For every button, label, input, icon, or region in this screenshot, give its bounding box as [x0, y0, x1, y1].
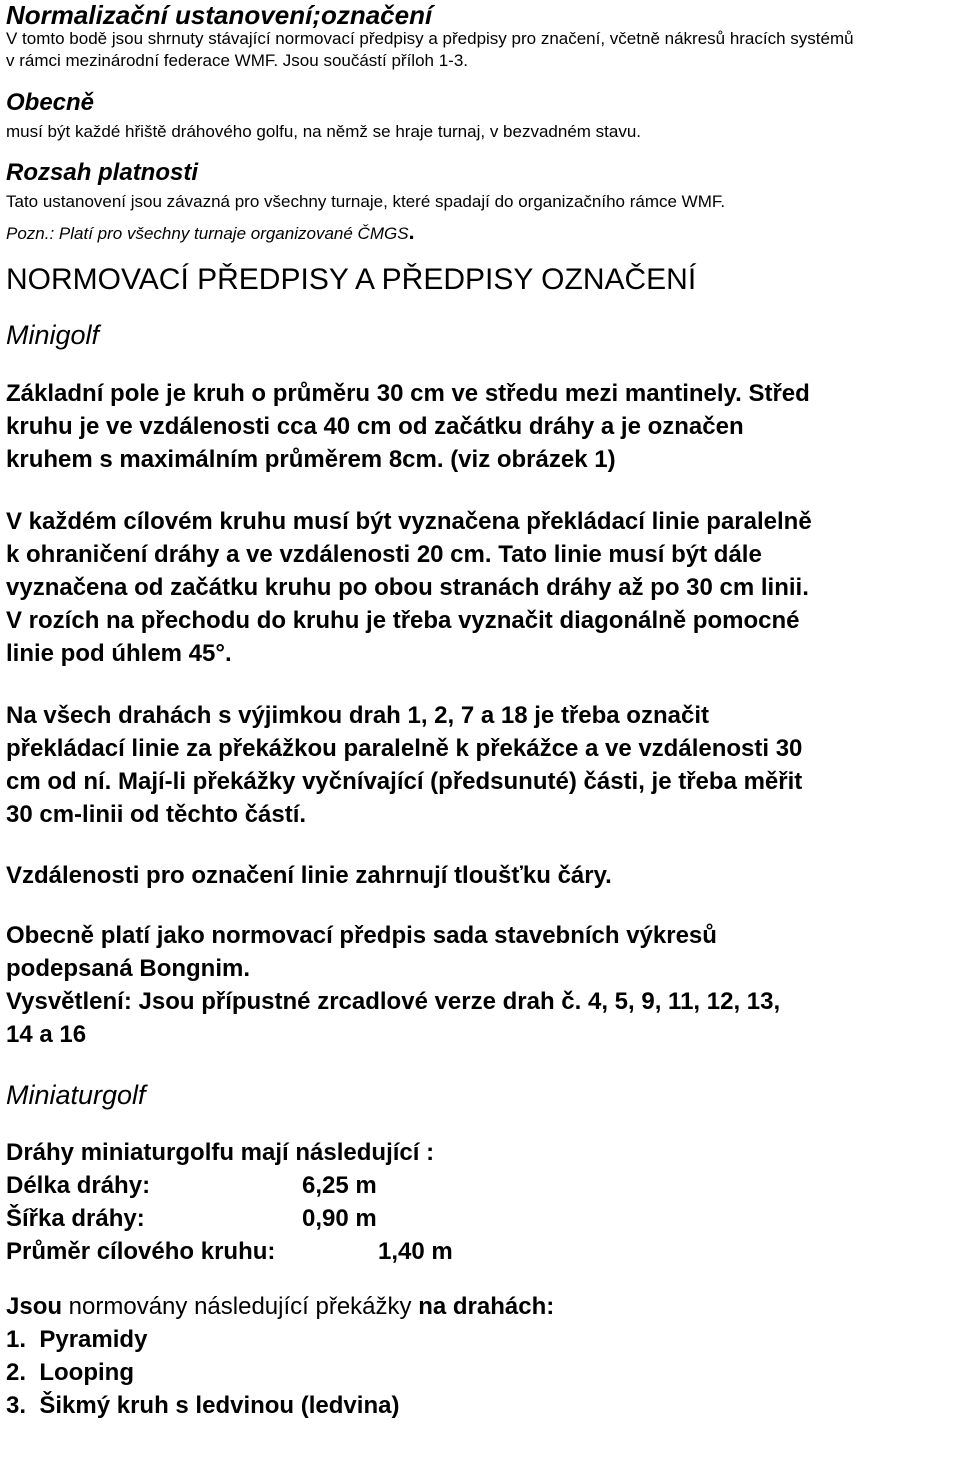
paragraph-line: k ohraničení dráhy a ve vzdálenosti 20 cm. Tato linie musí být dále: [6, 541, 762, 568]
spec-label: Délka dráhy:: [6, 1172, 151, 1199]
spec-value: 0,90 m: [302, 1205, 377, 1232]
spec-row-width: [6, 1202, 956, 1235]
paragraph-line: Na všech drahách s výjimkou drah 1, 2, 7 a 18 je třeba označit: [6, 702, 709, 729]
spec-row-diameter: [6, 1235, 956, 1268]
obstacles-intro-b: normovány následující překážky: [62, 1293, 419, 1320]
paragraph-line: V každém cílovém kruhu musí být vyznačena překládací linie paralelně: [6, 508, 812, 535]
minigolf-paragraph-5: [6, 919, 956, 1051]
obstacles-intro-c: na drahách:: [418, 1293, 555, 1320]
document-page: [6, 0, 956, 1422]
section-title-miniaturgolf: Miniaturgolf: [6, 1080, 146, 1110]
spec-value: 6,25 m: [302, 1172, 377, 1199]
spec-label: Průměr cílového kruhu:: [6, 1238, 276, 1265]
general-text: musí být každé hřiště dráhového golfu, na němž se hraje turnaj, v bezvadném stavu.: [6, 122, 642, 141]
paragraph-line: linie pod úhlem 45°.: [6, 640, 232, 667]
scope-note-end: .: [408, 219, 415, 244]
paragraph-line: 30 cm-linii od těchto částí.: [6, 801, 307, 828]
paragraph-line: Obecně platí jako normovací předpis sada stavebních výkresů: [6, 922, 717, 949]
spec-label: Šířka dráhy:: [6, 1205, 145, 1232]
scope-note-text: Pozn.: Platí pro všechny turnaje organizované ČMGS: [6, 224, 409, 243]
list-item: 2. Looping: [6, 1359, 134, 1386]
minigolf-paragraph-4: Vzdálenosti pro označení linie zahrnují tloušťku čáry.: [6, 862, 612, 889]
paragraph-line: Základní pole je kruh o průměru 30 cm ve středu mezi mantinely. Střed: [6, 380, 810, 407]
paragraph-line: Vysvětlení: Jsou přípustné zrcadlové verze drah č. 4, 5, 9, 11, 12, 13,: [6, 988, 781, 1015]
spec-value: 1,40 m: [378, 1238, 453, 1265]
section-title-general: Obecně: [6, 89, 95, 116]
section-title-normalization: Normalizační ustanovení;označení: [6, 0, 433, 30]
minigolf-paragraph-2: [6, 505, 956, 670]
paragraph-line: vyznačena od začátku kruhu po obou stranách dráhy až po 30 cm linii.: [6, 574, 809, 601]
miniaturgolf-intro: Dráhy miniaturgolfu mají následující :: [6, 1139, 435, 1166]
minigolf-paragraph-3: [6, 699, 956, 831]
paragraph-line: překládací linie za překážkou paralelně k překážce a ve vzdálenosti 30: [6, 735, 803, 762]
paragraph-line: V rozích na přechodu do kruhu je třeba vyznačit diagonálně pomocné: [6, 607, 800, 634]
section-title-scope: Rozsah platnosti: [6, 159, 199, 186]
list-item: 1. Pyramidy: [6, 1326, 148, 1353]
miniaturgolf-specs: [6, 1169, 956, 1268]
paragraph-line: podepsaná Bongnim.: [6, 955, 251, 982]
section-title-minigolf: Minigolf: [6, 320, 100, 350]
paragraph-line: kruhu je ve vzdálenosti cca 40 cm od začátku dráhy a je označen: [6, 413, 744, 440]
main-title: NORMOVACÍ PŘEDPISY A PŘEDPISY OZNAČENÍ: [6, 263, 697, 296]
list-item: 3. Šikmý kruh s ledvinou (ledvina): [6, 1392, 400, 1419]
scope-text: Tato ustanovení jsou závazná pro všechny turnaje, které spadají do organizačního rámce WMF.: [6, 192, 726, 211]
spec-row-length: [6, 1169, 956, 1202]
obstacles-intro-a: Jsou: [6, 1293, 63, 1320]
paragraph-line: cm od ní. Mají-li překážky vyčnívající (předsunuté) části, je třeba měřit: [6, 768, 803, 795]
obstacles-intro: [6, 1290, 956, 1323]
paragraph-line: kruhem s maximálním průměrem 8cm. (viz obrázek 1): [6, 446, 616, 473]
scope-note: [6, 221, 956, 245]
minigolf-paragraph-1: [6, 377, 956, 476]
obstacles-list: [6, 1323, 956, 1422]
paragraph-line: 14 a 16: [6, 1021, 87, 1048]
intro-text-line-1: V tomto bodě jsou shrnuty stávající normovací předpisy a předpisy pro značení, včetně nákresů hracích systémů: [6, 29, 854, 48]
intro-text-line-2: v rámci mezinárodní federace WMF. Jsou součástí příloh 1-3.: [6, 51, 469, 70]
